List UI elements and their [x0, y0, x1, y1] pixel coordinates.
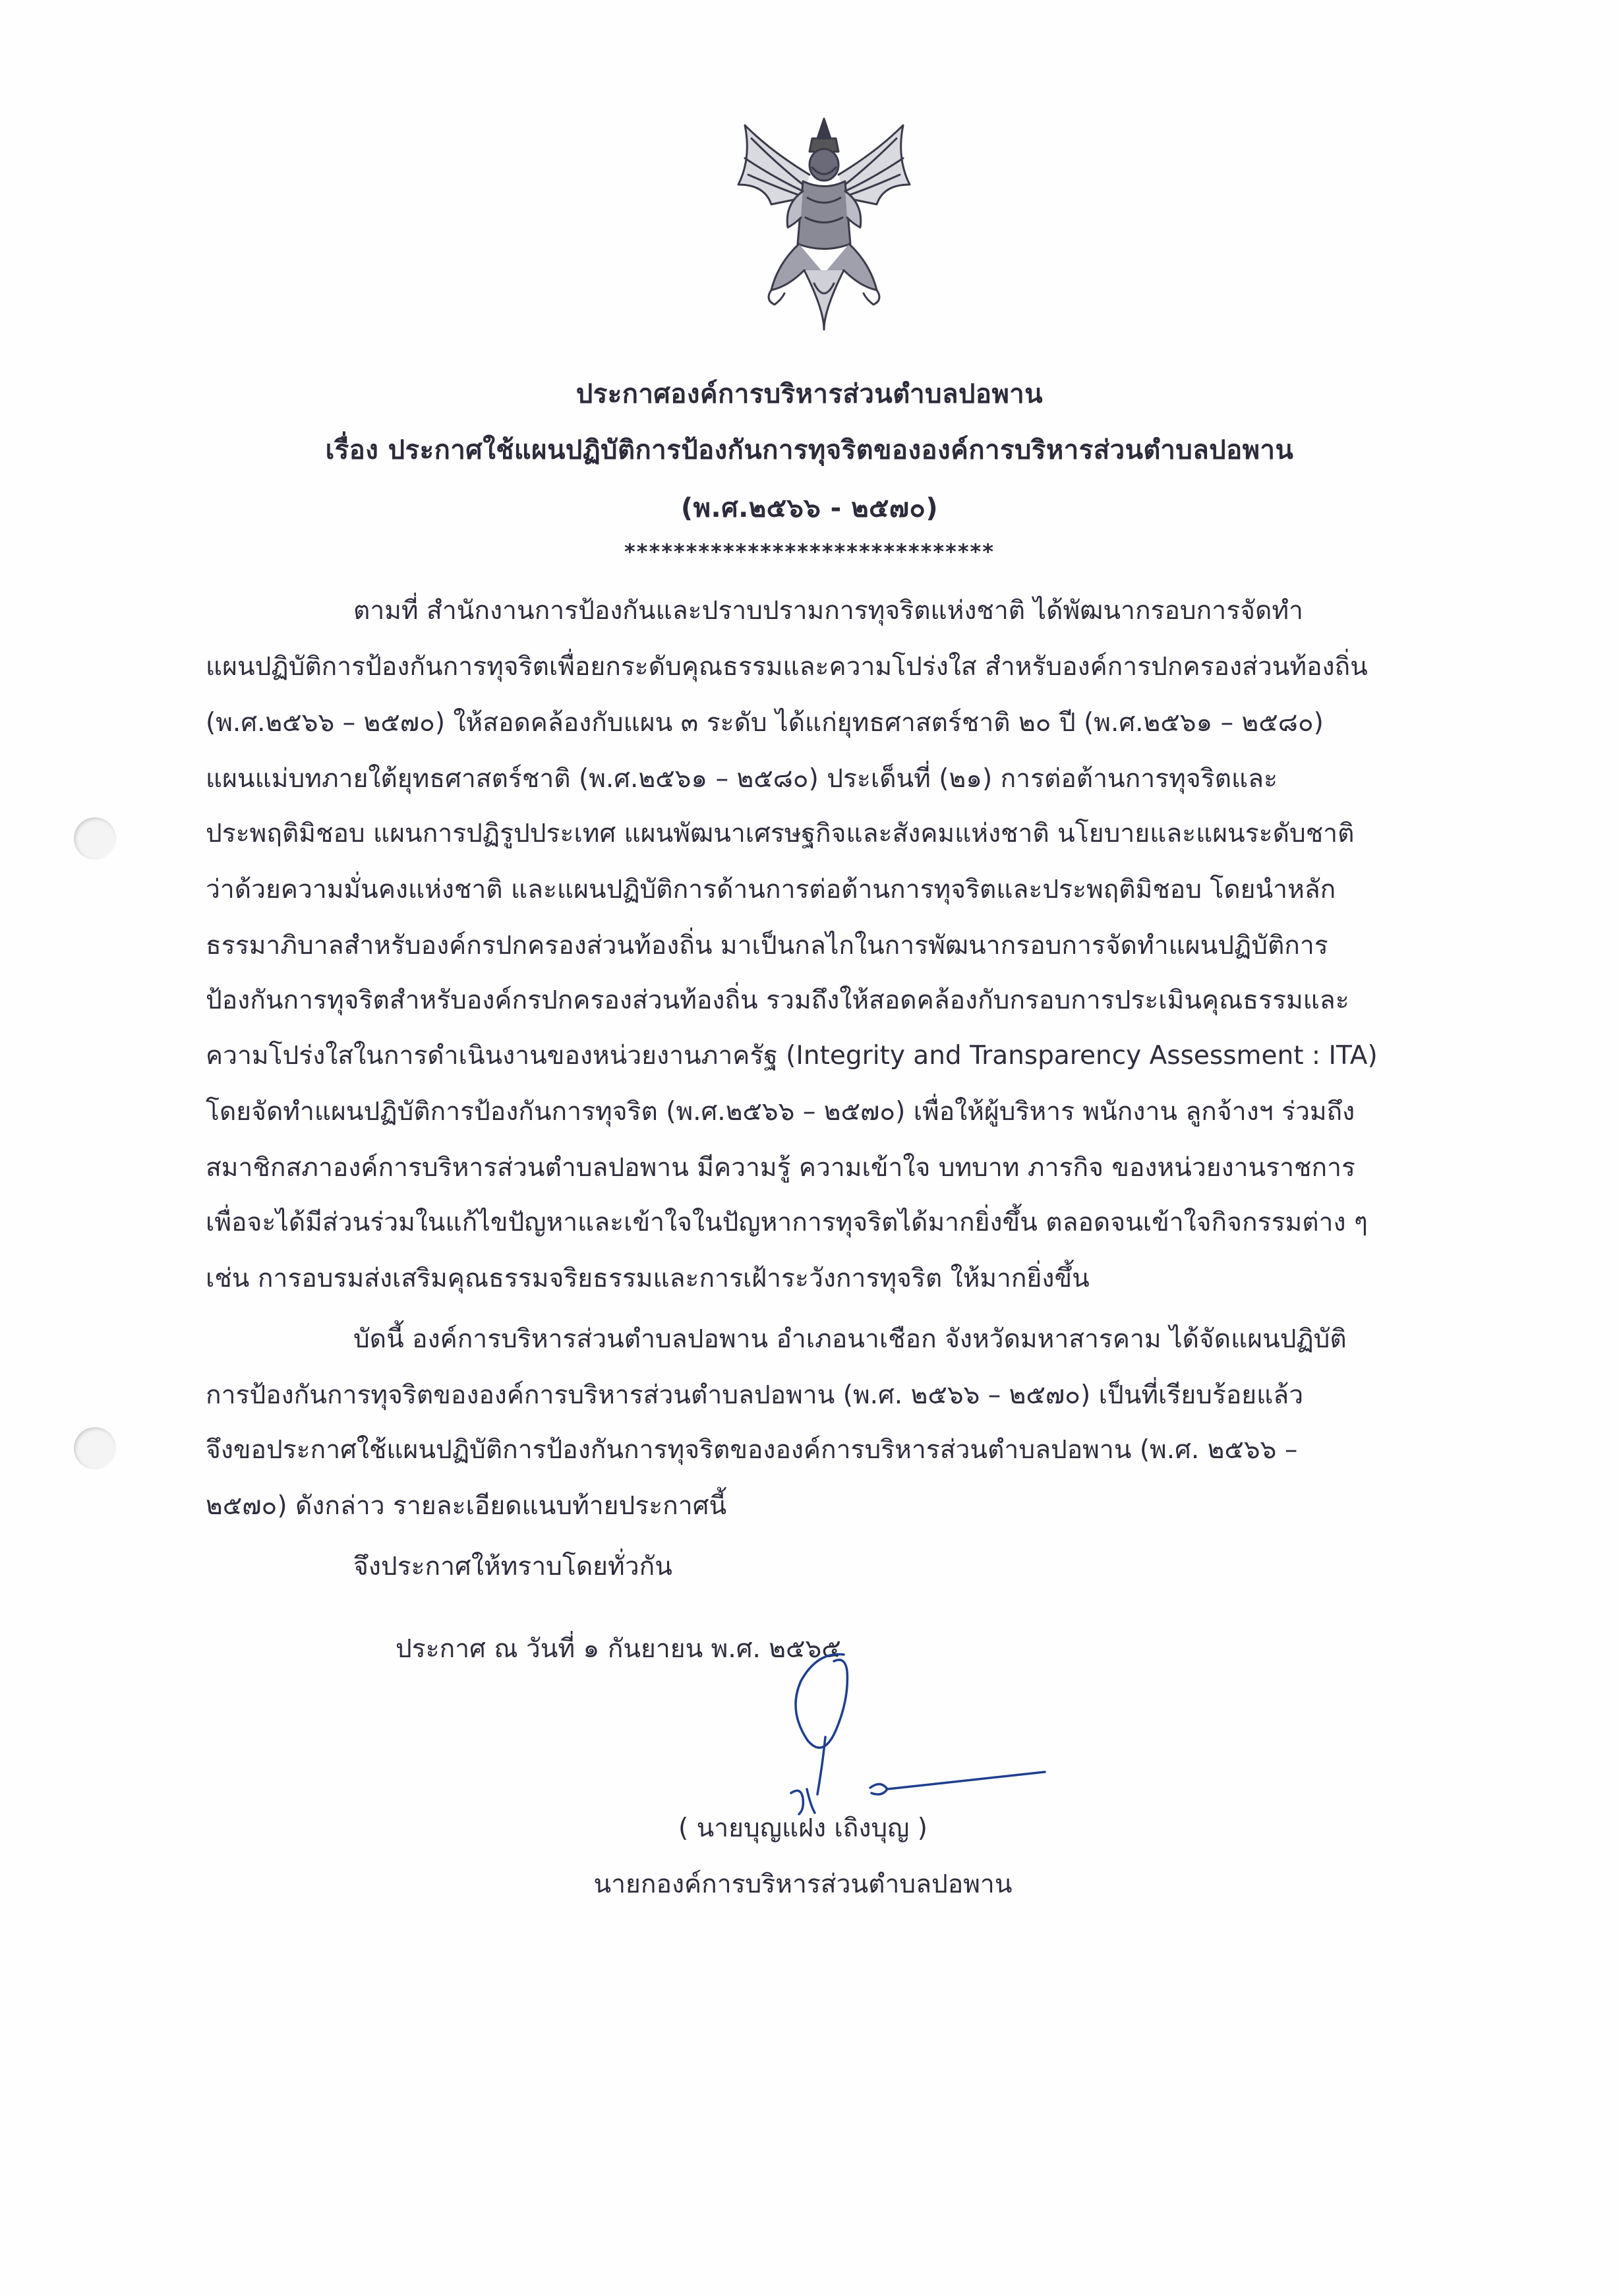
announcement-heading: ประกาศองค์การบริหารส่วนตำบลปอพาน	[575, 379, 1044, 409]
paragraph-1-line: ประพฤติมิชอบ แผนการปฏิรูปประเทศ แผนพัฒนาเศรษฐกิจและสังคมแห่งชาติ นโยบายและแผนระดับชาติ	[206, 819, 1355, 848]
punch-hole-upper	[74, 817, 116, 860]
paragraph-1-line: โดยจัดทำแผนปฏิบัติการป้องกันการทุจริต (พ.ศ.๒๕๖๖ – ๒๕๗๐) เพื่อให้ผู้บริหาร พนักงาน ลูกจ้างฯ ร่วมถึง	[206, 1097, 1355, 1127]
garuda-emblem-icon	[725, 112, 923, 336]
paragraph-1-line: ว่าด้วยความมั่นคงแห่งชาติ และแผนปฏิบัติการด้านการต่อต้านการทุจริตและประพฤติมิชอบ โดยนำหลัก	[206, 875, 1336, 904]
paragraph-2-line: บัดนี้ องค์การบริหารส่วนตำบลปอพาน อำเภอนาเชือก จังหวัดมหาสารคาม ได้จัดแผนปฏิบัติ	[353, 1324, 1347, 1354]
signatory-position: นายกองค์การบริหารส่วนตำบลปอพาน	[593, 1869, 1013, 1899]
heading-separator: ******************************	[624, 539, 995, 564]
paragraph-2-line: ๒๕๗๐) ดังกล่าว รายละเอียดแนบท้ายประกาศนี้	[206, 1491, 727, 1521]
paragraph-1-line: แผนแม่บทภายใต้ยุทธศาสตร์ชาติ (พ.ศ.๒๕๖๑ – ๒๕๘๐) ประเด็นที่ (๒๑) การต่อต้านการทุจริตและ	[206, 764, 1278, 794]
paragraph-1-line: แผนปฏิบัติการป้องกันการทุจริตเพื่อยกระดับคุณธรรมและความโปร่งใส สำหรับองค์การปกครองส่วนท้องถิ่น	[206, 652, 1368, 682]
paragraph-2-line: การป้องกันการทุจริตขององค์การบริหารส่วนตำบลปอพาน (พ.ศ. ๒๕๖๖ – ๒๕๗๐) เป็นที่เรียบร้อยแล้ว	[206, 1380, 1304, 1410]
paragraph-1-line: ตามที่ สำนักงานการป้องกันและปราบปรามการทุจริตแห่งชาติ ได้พัฒนากรอบการจัดทำ	[353, 596, 1303, 626]
paragraph-1-line: สมาชิกสภาองค์การบริหารส่วนตำบลปอพาน มีความรู้ ความเข้าใจ บทบาท ภารกิจ ของหน่วยงานราชการ	[206, 1153, 1355, 1183]
paragraph-1-line: ป้องกันการทุจริตสำหรับองค์กรปกครองส่วนท้องถิ่น รวมถึงให้สอดคล้องกับกรอบการประเมินคุณธรรมและ	[206, 986, 1349, 1015]
announcement-date: ประกาศ ณ วันที่ ๑ กันยายน พ.ศ. ๒๕๖๕	[396, 1634, 841, 1664]
paragraph-1-line: ธรรมาภิบาลสำหรับองค์กรปกครองส่วนท้องถิ่น มาเป็นกลไกในการพัฒนากรอบการจัดทำแผนปฏิบัติการ	[206, 931, 1328, 960]
paragraph-1-line: เช่น การอบรมส่งเสริมคุณธรรมจริยธรรมและการเฝ้าระวังการทุจริต ให้มากยิ่งขึ้น	[206, 1264, 1090, 1293]
punch-hole-lower	[74, 1427, 116, 1469]
signatory-name: ( นายบุญแฝง เถิงบุญ )	[678, 1813, 928, 1843]
closing-statement: จึงประกาศให้ทราบโดยทั่วกัน	[353, 1552, 672, 1581]
handwritten-signature	[751, 1648, 1061, 1819]
announcement-subject: เรื่อง ประกาศใช้แผนปฏิบัติการป้องกันการทุจริตขององค์การบริหารส่วนตำบลปอพาน	[325, 435, 1294, 465]
paragraph-2-line: จึงขอประกาศใช้แผนปฏิบัติการป้องกันการทุจริตขององค์การบริหารส่วนตำบลปอพาน (พ.ศ. ๒๕๖๖ –	[206, 1435, 1298, 1465]
paragraph-1-line: ความโปร่งใสในการดำเนินงานของหน่วยงานภาครัฐ (Integrity and Transparency Assessment : ITA)	[206, 1041, 1378, 1071]
announcement-period: (พ.ศ.๒๕๖๖ - ๒๕๗๐)	[680, 493, 939, 523]
paragraph-1-line: เพื่อจะได้มีส่วนร่วมในแก้ไขปัญหาและเข้าใจในปัญหาการทุจริตได้มากยิ่งขึ้น ตลอดจนเข้าใจกิจกรรมต่าง ๆ	[206, 1208, 1368, 1237]
paragraph-1-line: (พ.ศ.๒๕๖๖ – ๒๕๗๐) ให้สอดคล้องกับแผน ๓ ระดับ ได้แก่ยุทธศาสตร์ชาติ ๒๐ ปี (พ.ศ.๒๕๖๑ – ๒๕๘๐)	[206, 708, 1324, 738]
